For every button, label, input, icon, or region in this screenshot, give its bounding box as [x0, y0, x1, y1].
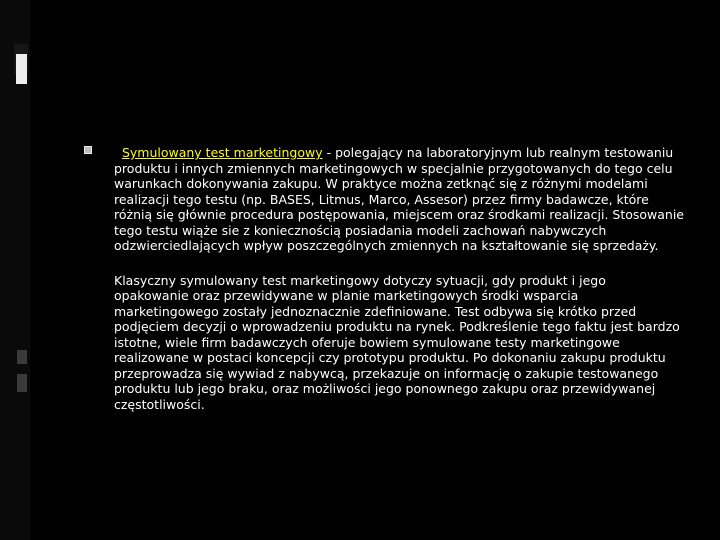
decor-mark-gray-1 [17, 350, 27, 364]
paragraph-body: - polegający na laboratoryjnym lub realnym testowaniu produktu i innych zmiennych marketingowych w specjalnie przygotowanych do tego celu warunkach dokonywania zakupu. W praktyce można zetknąć się z różnymi modelami realizacji tego testu (np. BASES, Litmus, Marco, Assesor) przez firmy badawcze, które różnią się głównie procedura postępowania, miejscem oraz środkami realizacji. Stosowanie tego testu wiąże sie z koniecznością posiadania modeli zachowań nabywczych odzwierciedlających wpływ poszczególnych zmiennych na kształtowanie się sprzedaży. [114, 145, 685, 253]
symulowany-test-link[interactable]: Symulowany test marketingowy [121, 145, 323, 160]
link-prefix [114, 145, 122, 160]
bullet-paragraph [114, 145, 684, 254]
second-paragraph: Klasyczny symulowany test marketingowy dotyczy sytuacji, gdy produkt i jego opakowanie oraz przewidywane w planie marketingowych środki wsparcia marketingowego zostały jednoznacznie zdefiniowane. Test odbywa się krótko przed podjęciem decyzji o wprowadzeniu produktu na rynek. Podkreślenie tego faktu jest bardzo istotne, wiele firm badawczych oferuje bowiem symulowane testy marketingowe realizowane w postaci koncepcji czy prototypu produktu. Po dokonaniu zakupu produktu przeprowadza się wywiad z nabywcą, przekazuje on informację o zakupie testowanego produktu lub jego braku, oraz możliwości jego ponownego zakupu oraz przewidywanej częstotliwości. [114, 272, 680, 412]
decor-mark-light [16, 54, 27, 84]
decor-mark-gray-2 [17, 374, 27, 392]
slide-content [114, 145, 684, 431]
bullet-icon [84, 146, 92, 154]
